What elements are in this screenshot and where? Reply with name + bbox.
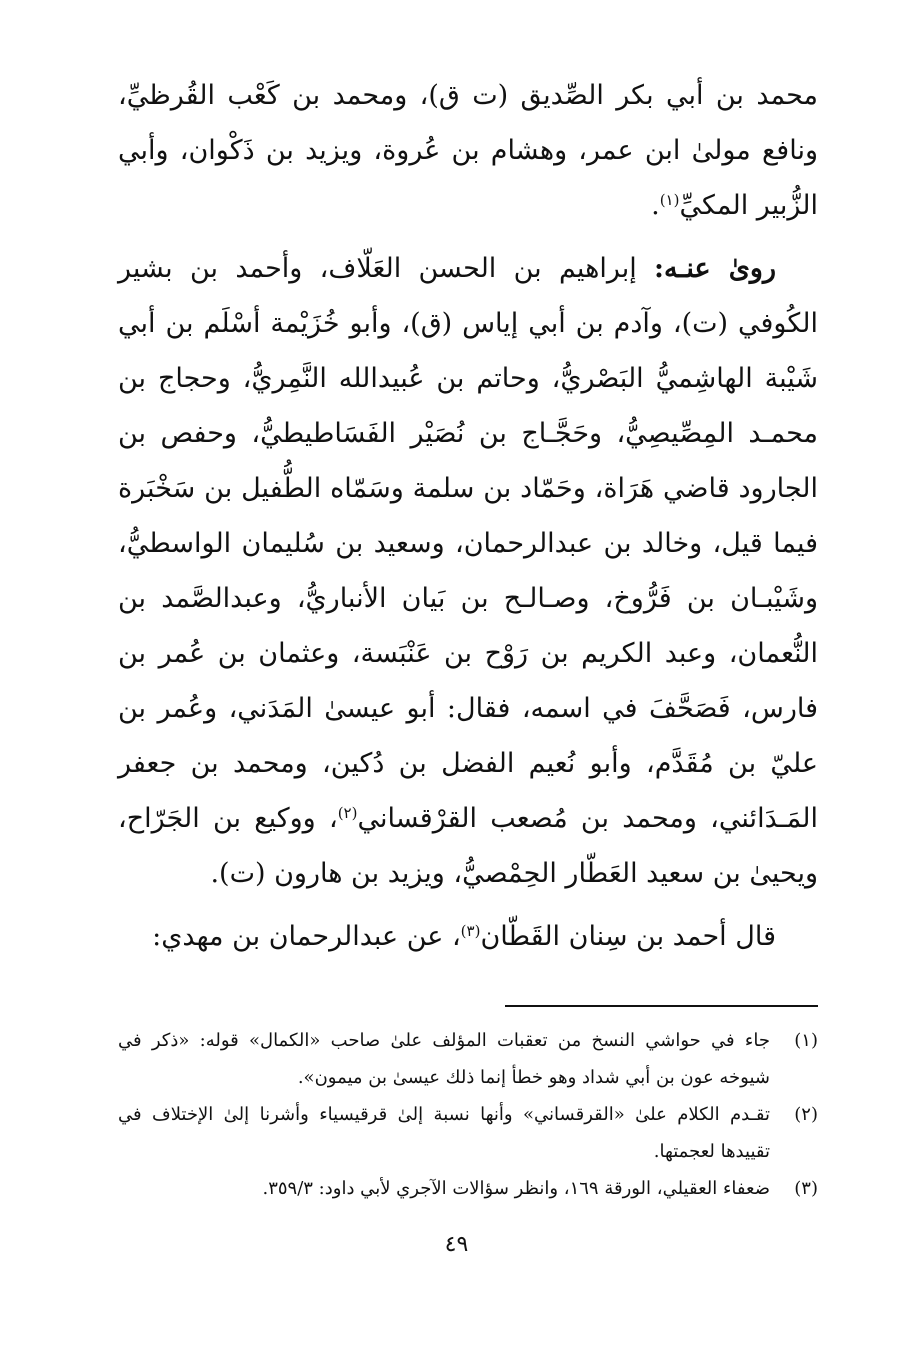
- footnote-number: (٢): [794, 1104, 818, 1125]
- footnote-text: تقـدم الكلام علىٰ «القرقساني» وأنها نسبة إلىٰ قرقيسياء وأشرنا إلىٰ الإختلاف في تقييدها لعجمتها.: [118, 1104, 770, 1162]
- paragraph-text: محمد بن أبي بكر الصِّديق (ت ق)، ومحمد بن كَعْب القُرظيِّ، ونافع مولىٰ ابن عمر، وهشام بن عُروة، ويزيد بن ذَكْوان، وأبي الزُّبير المكيِّ: [118, 80, 818, 221]
- paragraph-teachers: [118, 68, 818, 233]
- footnote-number: (٣): [794, 1178, 818, 1199]
- main-text: [118, 68, 818, 964]
- footnotes: [118, 1022, 818, 1207]
- footnote-item: [118, 1170, 818, 1207]
- paragraph-text-after: ، ووكيع بن الجَرّاح، ويحيىٰ بن سعيد العَطّار الحِمْصيُّ، ويزيد بن هارون (ت).: [118, 803, 818, 889]
- paragraph-text-after: ، عن عبدالرحمان بن مهدي:: [152, 921, 461, 952]
- section-lead: روىٰ عنـه:: [654, 253, 776, 284]
- footnote-divider: [505, 1005, 818, 1007]
- footnote-ref: (١): [659, 191, 680, 209]
- paragraph-text: إبراهيم بن الحسن العَلّاف، وأحمد بن بشير الكُوفي (ت)، وآدم بن أبي إياس (ق)، وأبو خُزَيْمة أسْلَم بن أبي شَيْبة الهاشِميُّ البَصْريُّ، وحاتم بن عُبيدالله النَّمِريُّ، وحجاج بن محمـد المِصِّيصِيُّ، وحَجَّـاج بن نُصَيْر الفَسَاطيطيُّ، وحفص بن الجارود قاضي هَرَاة، وحَمّاد بن سلمة وسَمّاه الطُّفيل بن سَخْبَرة فيما قيل، وخالد بن عبدالرحمان، وسعيد بن سُليمان الواسطيُّ، وشَيْبـان بن فَرُّوخ، وصـالـح بن بَيان الأنباريُّ، وعبدالصَّمد بن النُّعمان، وعبد الكريم بن رَوْح بن عَنْبَسة، وعثمان بن عُمر بن فارس، فَصَحَّفَ في اسمه، فقال: أبو عيسىٰ المَدَني، وعُمر بن عليّ بن مُقَدَّم، وأبو نُعيم الفضل بن دُكين، ومحمد بن جعفر المَـدَائني، ومحمد بن مُصعب القرْقساني: [118, 253, 818, 834]
- footnote-ref: (٣): [460, 922, 481, 940]
- paragraph-text: قال أحمد بن سِنان القَطّان: [480, 921, 776, 952]
- paragraph-quote-intro: [118, 909, 818, 964]
- footnote-item: [118, 1022, 818, 1096]
- page-number: ٤٩: [444, 1232, 469, 1257]
- footnote-number: (١): [794, 1030, 818, 1051]
- footnote-text: جاء في حواشي النسخ من تعقبات المؤلف علىٰ صاحب «الكمال» قوله: «ذكر في شيوخه عون بن أبي شداد وهو خطأ إنما ذلك عيسىٰ بن ميمون».: [118, 1030, 770, 1088]
- paragraph-end: .: [651, 190, 660, 221]
- footnote-ref: (٢): [337, 804, 358, 822]
- footnote-text: ضعفاء العقيلي، الورقة ١٦٩، وانظر سؤالات الآجري لأبي داود: ٣٥٩/٣.: [262, 1178, 770, 1199]
- paragraph-students: [118, 241, 818, 901]
- footnote-item: [118, 1096, 818, 1170]
